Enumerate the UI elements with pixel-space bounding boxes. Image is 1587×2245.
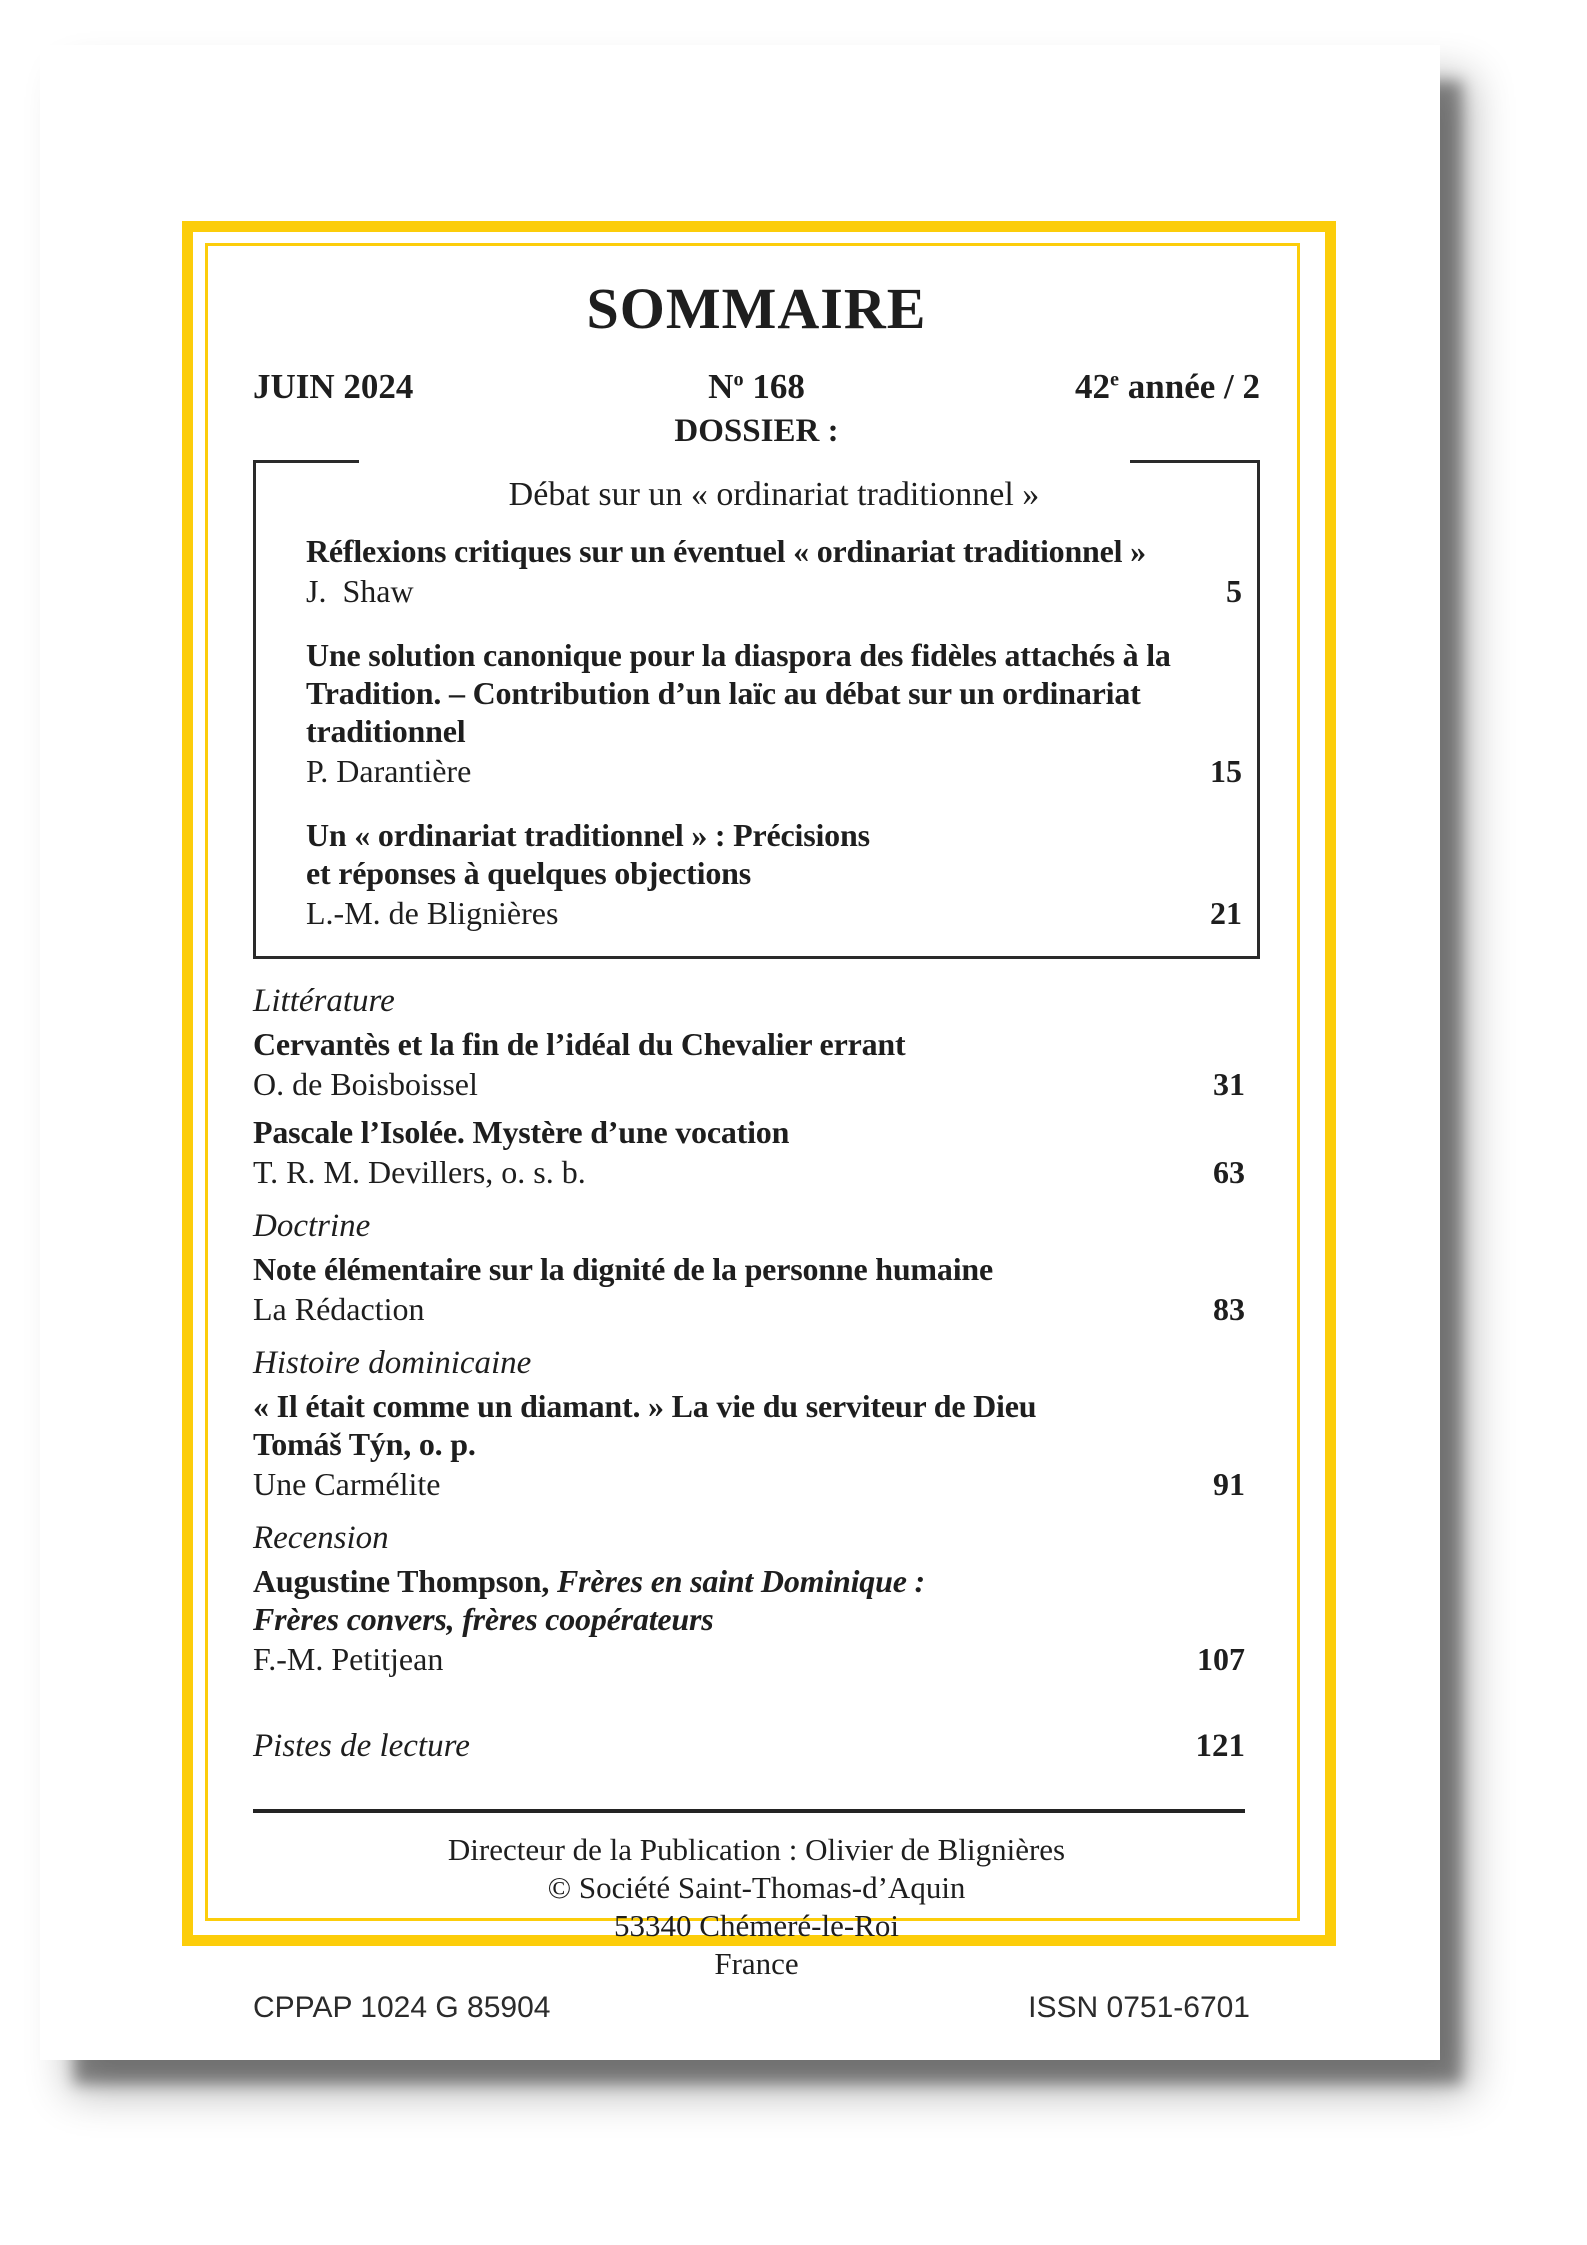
section-litterature — [253, 983, 1260, 1191]
section-label: Doctrine — [253, 1207, 371, 1244]
toc-sections — [253, 983, 1260, 1678]
dossier-box-top-left-segment — [253, 460, 359, 463]
publication-director-line: Directeur de la Publication : Olivier de Blignières — [447, 1831, 1066, 1867]
entry-title-line: Un « ordinariat traditionnel » : Précisions — [306, 816, 870, 853]
section-label: Histoire dominicaine — [253, 1344, 532, 1381]
issue-volume — [924, 367, 1260, 407]
entry-title-line: Tradition. – Contribution d’un laïc au débat sur un ordinariat — [306, 674, 1141, 711]
issue-number-value: 168 — [743, 366, 805, 406]
entry-page-number: 15 — [1210, 752, 1242, 789]
toc-entry — [253, 1562, 1260, 1678]
dossier-subtitle: Débat sur un « ordinariat traditionnel » — [508, 475, 1040, 513]
issn-number: ISSN 0751-6701 — [1028, 1990, 1250, 2024]
dossier-heading: DOSSIER : — [674, 412, 839, 449]
page-title: SOMMAIRE — [586, 276, 927, 341]
legal-identifiers-row — [253, 1991, 1260, 2025]
issue-date: JUIN 2024 — [253, 366, 414, 406]
entry-author: F.-M. Petitjean — [253, 1640, 444, 1677]
entry-page-number: 107 — [1197, 1640, 1245, 1677]
entry-author: Une Carmélite — [253, 1465, 441, 1502]
entry-title-book-name: Frères en saint Dominique : — [556, 1562, 925, 1599]
entry-page-number: 91 — [1213, 1465, 1245, 1502]
section-label: Littérature — [253, 982, 395, 1019]
entry-page-number: 63 — [1213, 1153, 1245, 1190]
entry-title-author-name: Augustine Thompson, — [253, 1562, 557, 1599]
table-of-contents — [253, 243, 1260, 2025]
entry-title-line: Tomáš Týn, o. p. — [253, 1425, 476, 1462]
entry-author-row — [253, 1066, 1260, 1103]
entry-author: L.-M. de Blignières — [306, 894, 559, 931]
entry-author-row — [306, 573, 1242, 610]
entry-title-line: Note élémentaire sur la dignité de la personne humaine — [253, 1250, 993, 1287]
entry-author-row — [306, 753, 1242, 790]
volume-number: 42 — [1075, 366, 1111, 406]
section-label: Recension — [253, 1519, 389, 1556]
entry-title-line: Cervantès et la fin de l’idéal du Chevalier errant — [253, 1025, 906, 1062]
journal-toc-page — [40, 45, 1440, 2060]
pistes-page-number: 121 — [1195, 1727, 1245, 1764]
entry-title-line: Réflexions critiques sur un éventuel « ordinariat traditionnel » — [306, 532, 1146, 569]
issue-number — [589, 367, 925, 407]
toc-entry — [253, 1025, 1260, 1103]
section-recension — [253, 1520, 1260, 1678]
pistes-label: Pistes de lecture — [253, 1727, 470, 1764]
entry-page-number: 31 — [1213, 1065, 1245, 1102]
issue-info-row — [253, 367, 1260, 407]
entry-author: O. de Boisboissel — [253, 1065, 478, 1102]
entry-title-line: Pascale l’Isolée. Mystère d’une vocation — [253, 1113, 790, 1150]
entry-title-line: et réponses à quelques objections — [306, 854, 751, 891]
entry-author: T. R. M. Devillers, o. s. b. — [253, 1153, 586, 1190]
toc-entry — [306, 636, 1242, 790]
section-doctrine — [253, 1208, 1260, 1328]
toc-entry — [306, 532, 1242, 610]
entry-title-line — [253, 1562, 1260, 1600]
toc-entry — [253, 1387, 1260, 1503]
entry-title-line: Une solution canonique pour la diaspora des fidèles attachés à la — [306, 636, 1171, 673]
entry-author-row — [253, 1291, 1260, 1328]
entry-page-number: 83 — [1213, 1290, 1245, 1327]
dossier-box — [253, 460, 1260, 959]
toc-entry — [253, 1250, 1260, 1328]
volume-rest: année / 2 — [1119, 366, 1261, 406]
entry-page-number: 21 — [1210, 894, 1242, 931]
publisher-block — [253, 1831, 1260, 1983]
country-line: France — [714, 1945, 799, 1981]
entry-title-line: « Il était comme un diamant. » La vie du serviteur de Dieu — [253, 1387, 1037, 1424]
section-histoire-dominicaine — [253, 1345, 1260, 1503]
issue-number-prefix: N — [708, 366, 734, 406]
copyright-line: © Société Saint-Thomas-d’Aquin — [547, 1869, 966, 1905]
entry-author-row — [253, 1641, 1260, 1678]
issue-number-ordinal: o — [733, 368, 744, 391]
address-line: 53340 Chémeré-le-Roi — [614, 1907, 899, 1943]
entry-title-line: Frères convers, frères coopérateurs — [253, 1600, 714, 1637]
entry-author-row — [253, 1154, 1260, 1191]
entry-author: La Rédaction — [253, 1290, 425, 1327]
cppap-number: CPPAP 1024 G 85904 — [253, 1990, 551, 2024]
volume-ordinal: e — [1110, 368, 1120, 391]
footer-divider — [253, 1809, 1245, 1813]
entry-title-line: traditionnel — [306, 712, 466, 749]
toc-entry — [253, 1113, 1260, 1191]
entry-author: J. Shaw — [306, 572, 414, 609]
entry-author: P. Darantière — [306, 752, 472, 789]
pistes-de-lecture-row — [253, 1728, 1260, 1765]
toc-entry — [306, 816, 1242, 932]
entry-author-row — [253, 1466, 1260, 1503]
entry-page-number: 5 — [1226, 572, 1242, 609]
dossier-box-top-right-segment — [1130, 460, 1260, 463]
entry-author-row — [306, 895, 1242, 932]
